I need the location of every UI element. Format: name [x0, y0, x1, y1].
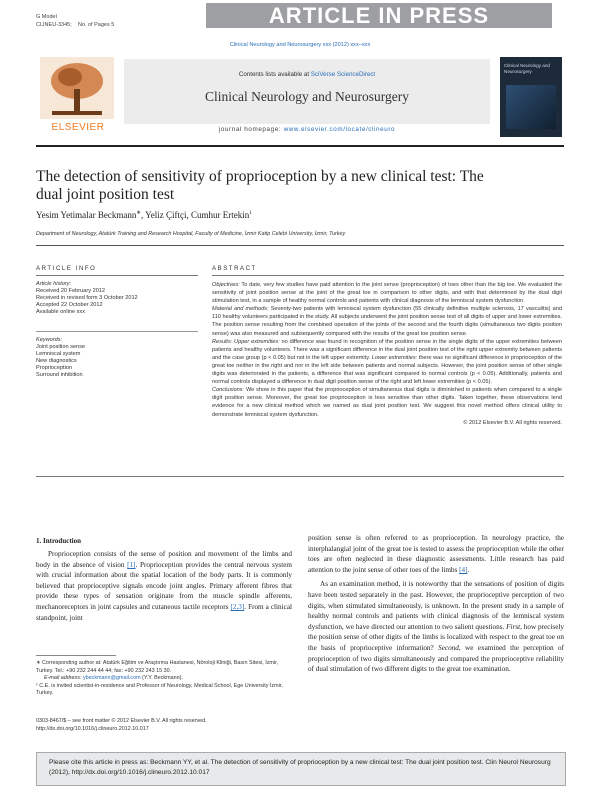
journal-homepage: journal homepage: www.elsevier.com/locate/clineuro [218, 126, 396, 133]
keyword: Joint position sense [36, 344, 86, 350]
cover-title: Clinical Neurology and Neurosurgery [504, 63, 550, 74]
citation-text: Please cite this article in press as: Beckmann YY, et al. The detection of sensitivity of proprioception by a new clinical test: The dual joint position test. Clin Neurol Neurosurg (2012), http://dx.doi.org/10.1016/j.clineuro.2012.10.017 [49, 759, 551, 776]
header-rule [36, 145, 564, 147]
contents-line: Contents lists available at SciVerse ScienceDirect [238, 71, 376, 78]
doi-link[interactable]: http://dx.doi.org/10.1016/j.clineuro.2012.10.017 [36, 725, 149, 732]
abstract-heading: ABSTRACT [212, 266, 257, 272]
email-note: E-mail address: ybeckmann@gmail.com (Y.Y. Beckmann). [44, 675, 183, 682]
abstract-copyright: © 2012 Elsevier B.V. All rights reserved. [463, 419, 562, 426]
header-meta [36, 14, 114, 29]
history-item: Available online xxx [36, 309, 86, 315]
author-footnote-1: ¹ C.E. is invited scientist-in-residence and Professor of Neurology, Medical School, Ege University İzmir, Turkey. [36, 682, 283, 697]
affiliation: Department of Neurology, Atatürk Training and Research Hospital, Faculty of Medicine, İzmir Katip Celebi University, İzmir, Turkey [36, 231, 346, 237]
issn-block [36, 718, 292, 733]
keyword: New diagnostics [36, 358, 77, 364]
keyword: Proprioception [36, 365, 73, 371]
abstract-body [212, 281, 562, 427]
journal-reference[interactable]: Clinical Neurology and Neurosurgery xxx (2012) xxx–xxx [229, 42, 371, 48]
abstract-end-rule [36, 476, 564, 477]
article-info-heading: ARTICLE INFO [36, 266, 97, 272]
article-code: G Model [36, 14, 57, 20]
keyword: Lemniscal system [36, 351, 81, 357]
article-id-line: CLINEU-3345; No. of Pages 5 [36, 21, 115, 28]
email-link[interactable]: ybeckmann@gmail.com [82, 675, 141, 682]
keyword: Surround inhibition [36, 372, 83, 378]
abstract-methods: Material and methods: Seventy-two patients with lemniscal system dysfunction (55 clinically definitive multiple sclerosis, 17 vasculitis) and 110 healthy volunteers participated in the study. All subjects underwent the joint position sense test of all digits of upper and lower extremities. The position sense resulting from the combined operation of the joints of the second and the fourth digits (simultaneous two digits position sense) was also measured and subsequently compared with the results of the great toe position sense. [212, 306, 562, 337]
citation-box [36, 752, 566, 786]
abstract-conclusions: Conclusions: We show in this paper that the proprioception of simultaneous dual digits is diminished in patients when compared to a single digit position sense. Moreover, the great toe proprioception is less sensitive than other digits. Taken together, these observations lend evidence for a new clinical method which we named as dual joint position test. We suggest this novel method offers clinical utility to demonstrate lemniscal system dysfunction. [212, 387, 562, 418]
publisher-name: ELSEVIER [51, 122, 105, 133]
sciencedirect-link[interactable]: SciVerse ScienceDirect [310, 71, 376, 78]
history-item: Received 20 February 2012 [36, 288, 106, 294]
citation-link[interactable]: [2,3] [230, 602, 245, 611]
issn-line: 0303-8467/$ – see front matter © 2012 Elsevier B.V. All rights reserved. [36, 718, 207, 724]
author-list: Yesim Yetimalar Beckmann∗, Yeliz Çiftçi, Cumhur Ertekin$^1$ [36, 210, 252, 220]
article-in-press-banner: ARTICLE IN PRESS [206, 3, 552, 28]
abstract-rule [212, 275, 564, 276]
intro-paragraph-2: As an examination method, it is noteworthy that the sensations of position of digits have been tested separately in the past. However, the proprioceptive perception of two digits, when stimulated simultaneously, is unknown. In the present study in a sample of healthy normal controls and patients with clinical diagnosis of the lemniscal system dysfunction, we have directed our attention to two salient questions. First, how precisely the position sense of other digits of the limbs is localized with respect to the great toe on the basis of proprioceptive information? Second, we examined the perception of proprioception of two digits simultaneously and compared the proprioceptive reliability of dual stimulation of two different digits to the great toe examination. [308, 580, 564, 674]
section-heading-introduction: 1. Introduction [36, 537, 81, 545]
title-rule [36, 245, 564, 246]
body-column-left [36, 549, 292, 623]
article-info-rule [36, 275, 198, 276]
homepage-link[interactable]: www.elsevier.com/locate/clineuro [283, 126, 396, 133]
citation-link[interactable]: [1] [127, 560, 136, 569]
journal-cover[interactable] [500, 57, 562, 137]
keywords-rule [36, 331, 198, 332]
cover-image [506, 85, 556, 129]
history-item: Accepted 22 October 2012 [36, 302, 103, 308]
author-1[interactable]: Yesim Yetimalar Beckmann [36, 210, 137, 220]
history-item: Received in revised form 3 October 2012 [36, 295, 138, 301]
citation-link[interactable]: [4] [459, 565, 468, 574]
journal-title: Clinical Neurology and Neurosurgery [204, 89, 410, 104]
corresponding-author-note: ∗ Corresponding author at: Atatürk Eğitim ve Araştırma Hastanesi, Nöroloji Kliniği, Basın Sitesi, İzmir, Turkey. Tel.: +90 232 244 44 44; fax: +90 232 243 15 30. [36, 660, 279, 674]
abstract-objectives: Objectives: To date, very few studies have paid attention to the joint sense (proprioception) of toes other than the big toe. We evaluated the sensitivity of joint position sense at the joint of the great toe in comparison to other digits, and with that determined by the dual digit stimulation test, in a sample of healthy normal controls and patients with clinical diagnosis of the lemniscal system dysfunction. [212, 282, 563, 305]
article-history: Article history: Received 20 February 2012 Received in revised form 3 October 2012 Accepted 22 October 2012 Available online xxx [36, 281, 201, 316]
intro-paragraph-1: Proprioception consists of the sense of position and movement of the limbs and body in the absence of vision [1]. Proprioception provides the central nervous system with crucial information about the spatial location of the body parts. It is commonly believed that proprioceptive signals encode joint angles. Primary afferent fibres that provide these types of sensation originate from the muscle spindle afferents, mechanoreceptors in joint capsules and cutaneous tactile receptors [2,3]. From a clinical standpoint, joint [36, 550, 293, 622]
intro-paragraph-1-cont: position sense is often referred to as proprioception. In neurology practice, the interphalangial joint of the great toe is tested to assess the proprioception while the other toes are often neglected in these diagnostic assessments. Little research has paid attention to the joint sense of other toes of the limbs [4]. [308, 534, 564, 574]
article-title: The detection of sensitivity of proprioception by a new clinical test: The dual joint position test [36, 168, 484, 203]
other-authors: , Yeliz Çiftçi, Cumhur Ertekin [140, 210, 250, 220]
keywords: Keywords: Joint position sense Lemniscal system New diagnostics Proprioception Surround inhibition [36, 337, 201, 379]
footnotes [36, 660, 292, 698]
abstract-results: Results: Upper extremities: no difference was found in recognition of the position sense in the single digits of the upper extremities between patients and healthy volunteers. There was a significant difference in the dual joint position test of the right upper extremity between patients and the case group (p < 0.05) but not in the left upper extremity. Lower extremities: there was no significant difference in proprioception of the great toe neither in the right and nor in the left side between patients and normal subjects. However, the joint position sense of other single digits was deteriorated in the patients, a difference that was significant compared to normal controls (p < 0.05). Additionally, patients and normal controls displayed a difference in dual digit position sense of the right and left lower extremities (p < 0.05). [212, 338, 563, 386]
body-column-right [308, 533, 564, 675]
footnote-rule [36, 655, 116, 656]
